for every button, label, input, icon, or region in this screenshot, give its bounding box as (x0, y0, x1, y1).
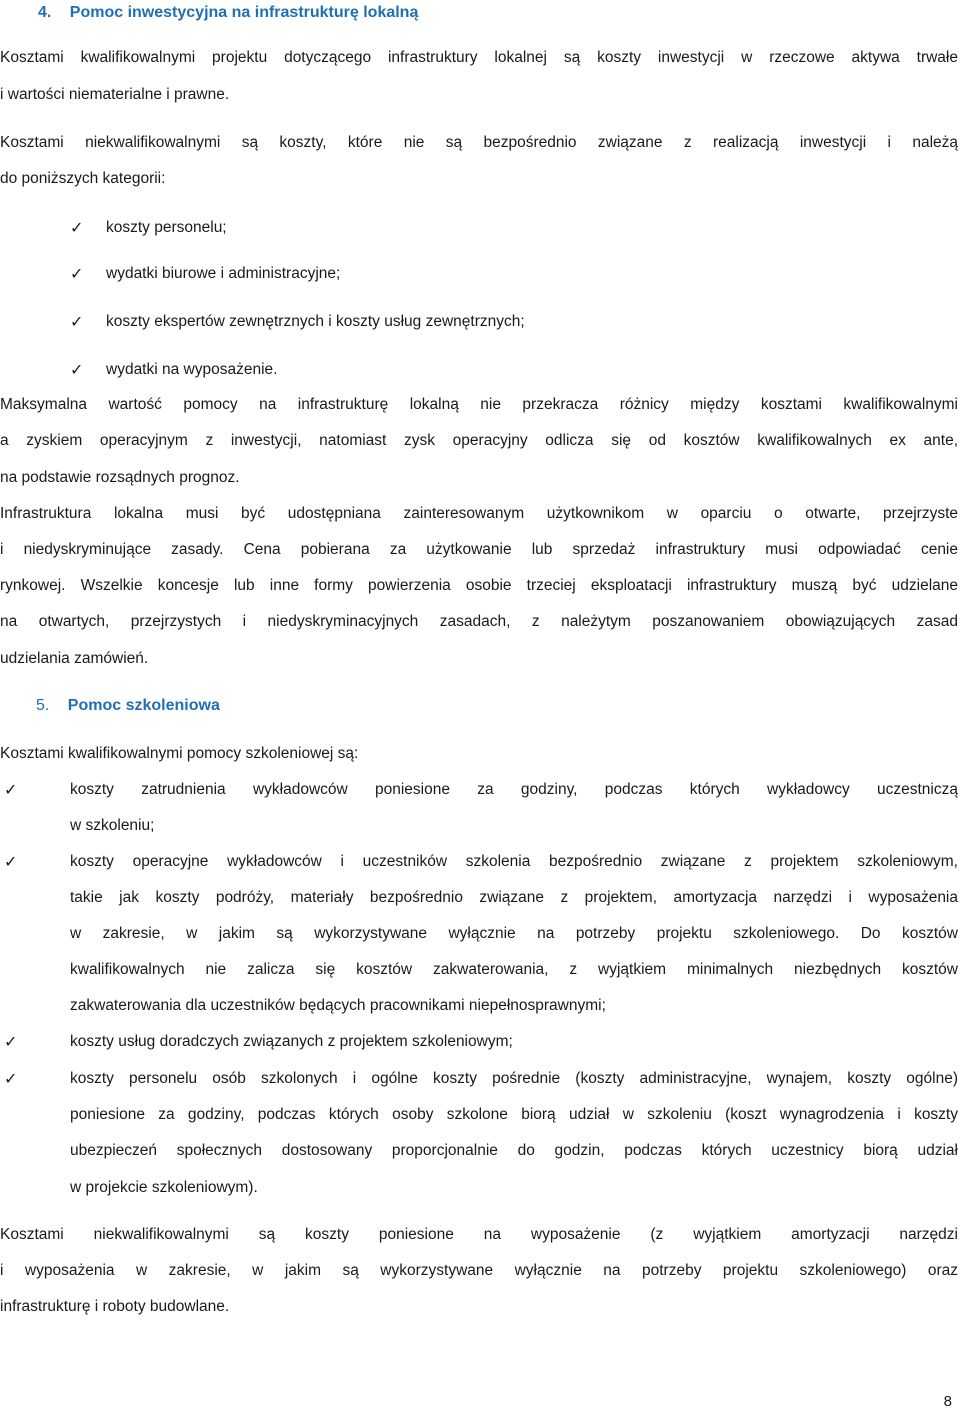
paragraph-line: a zyskiem operacyjnym z inwestycji, natomiast zysk operacyjny odlicza się od kosztów kwalifikowalnych ex ante, (0, 432, 958, 449)
check-icon: ✓ (4, 780, 18, 799)
section-4-heading (38, 4, 418, 22)
check-icon: ✓ (70, 218, 84, 237)
section-5-intro: Kosztami kwalifikowalnymi pomocy szkoleniowej są: (0, 745, 359, 762)
paragraph-line: Maksymalna wartość pomocy na infrastrukturę lokalną nie przekracza różnicy między kosztami kwalifikowalnymi (0, 396, 958, 413)
check-icon: ✓ (70, 264, 84, 283)
paragraph-line: rynkowej. Wszelkie koncesje lub inne formy powierzenia osobie trzeciej eksploatacji infrastruktury muszą być udzielane (0, 577, 958, 594)
list-item: koszty personelu; (106, 219, 227, 236)
list-item-line: koszty operacyjne wykładowców i uczestników szkolenia bezpośrednio związane z projektem szkoleniowym, (70, 853, 958, 870)
list-item-line: ubezpieczeń społecznych dostosowany proporcjonalnie do godzin, podczas których uczestnicy biorą udział (70, 1142, 958, 1159)
check-icon: ✓ (4, 852, 18, 871)
list-item-line: koszty usług doradczych związanych z projektem szkoleniowym; (70, 1033, 513, 1050)
paragraph-line: na otwartych, przejrzystych i niedyskryminacyjnych zasadach, z należytym poszanowaniem obowiązujących zasad (0, 613, 958, 630)
list-item-line: poniesione za godziny, podczas których osoby szkolone biorą udział w szkoleniu (koszt wynagrodzenia i koszty (70, 1106, 958, 1123)
page-number: 8 (943, 1393, 952, 1410)
list-item-line: takie jak koszty podróży, materiały bezpośrednio związane z projektem, amortyzacja narzędzi i wyposażenia (70, 889, 958, 906)
list-item-line: kwalifikowalnych nie zalicza się kosztów zakwaterowania, z wyjątkiem minimalnych niezbędnych kosztów (70, 961, 958, 978)
list-item-line: zakwaterowania dla uczestników będących pracownikami niepełnosprawnymi; (70, 997, 606, 1014)
section-5-heading (36, 697, 220, 715)
section-4-number: 4. (38, 4, 52, 21)
paragraph-line: Kosztami kwalifikowalnymi projektu dotyczącego infrastruktury lokalnej są koszty inwestycji w rzeczowe aktywa trwałe (0, 49, 958, 66)
list-item-line: w zakresie, w jakim są wykorzystywane wyłącznie na potrzeby projektu szkoleniowego. Do kosztów (70, 925, 958, 942)
paragraph-line: i wartości niematerialne i prawne. (0, 86, 230, 103)
list-item: koszty ekspertów zewnętrznych i koszty usług zewnętrznych; (106, 313, 525, 330)
check-icon: ✓ (70, 360, 84, 379)
paragraph-line: i niedyskryminujące zasady. Cena pobierana za użytkowanie lub sprzedaż infrastruktury musi odpowiadać cenie (0, 541, 958, 558)
list-item-line: w projekcie szkoleniowym). (70, 1179, 258, 1196)
paragraph-line: udzielania zamówień. (0, 650, 149, 667)
list-item-line: koszty personelu osób szkolonych i ogólne koszty pośrednie (koszty administracyjne, wynajem, koszty ogólne) (70, 1070, 958, 1087)
paragraph-line: infrastrukturę i roboty budowlane. (0, 1298, 230, 1315)
paragraph-line: i wyposażenia w zakresie, w jakim są wykorzystywane wyłącznie na potrzeby projektu szkoleniowego) oraz (0, 1262, 958, 1279)
section-5-title: Pomoc szkoleniowa (67, 697, 220, 714)
list-item-line: w szkoleniu; (70, 817, 155, 834)
paragraph-line: do poniższych kategorii: (0, 170, 166, 187)
paragraph-line: Infrastruktura lokalna musi być udostępniana zainteresowanym użytkownikom w oparciu o otwarte, przejrzyste (0, 505, 958, 522)
list-item: wydatki na wyposażenie. (106, 361, 278, 378)
paragraph-line: Kosztami niekwalifikowalnymi są koszty, które nie są bezpośrednio związane z realizacją inwestycji i należą (0, 134, 958, 151)
check-icon: ✓ (4, 1069, 18, 1088)
paragraph-line: na podstawie rozsądnych prognoz. (0, 469, 240, 486)
check-icon: ✓ (70, 312, 84, 331)
section-4-title: Pomoc inwestycyjna na infrastrukturę lokalną (69, 4, 419, 21)
section-5-number: 5. (36, 697, 50, 714)
paragraph-line: Kosztami niekwalifikowalnymi są koszty poniesione na wyposażenie (z wyjątkiem amortyzacji narzędzi (0, 1226, 958, 1243)
list-item-line: koszty zatrudnienia wykładowców poniesione za godziny, podczas których wykładowcy uczestniczą (70, 781, 958, 798)
list-item: wydatki biurowe i administracyjne; (106, 265, 341, 282)
check-icon: ✓ (4, 1032, 18, 1051)
